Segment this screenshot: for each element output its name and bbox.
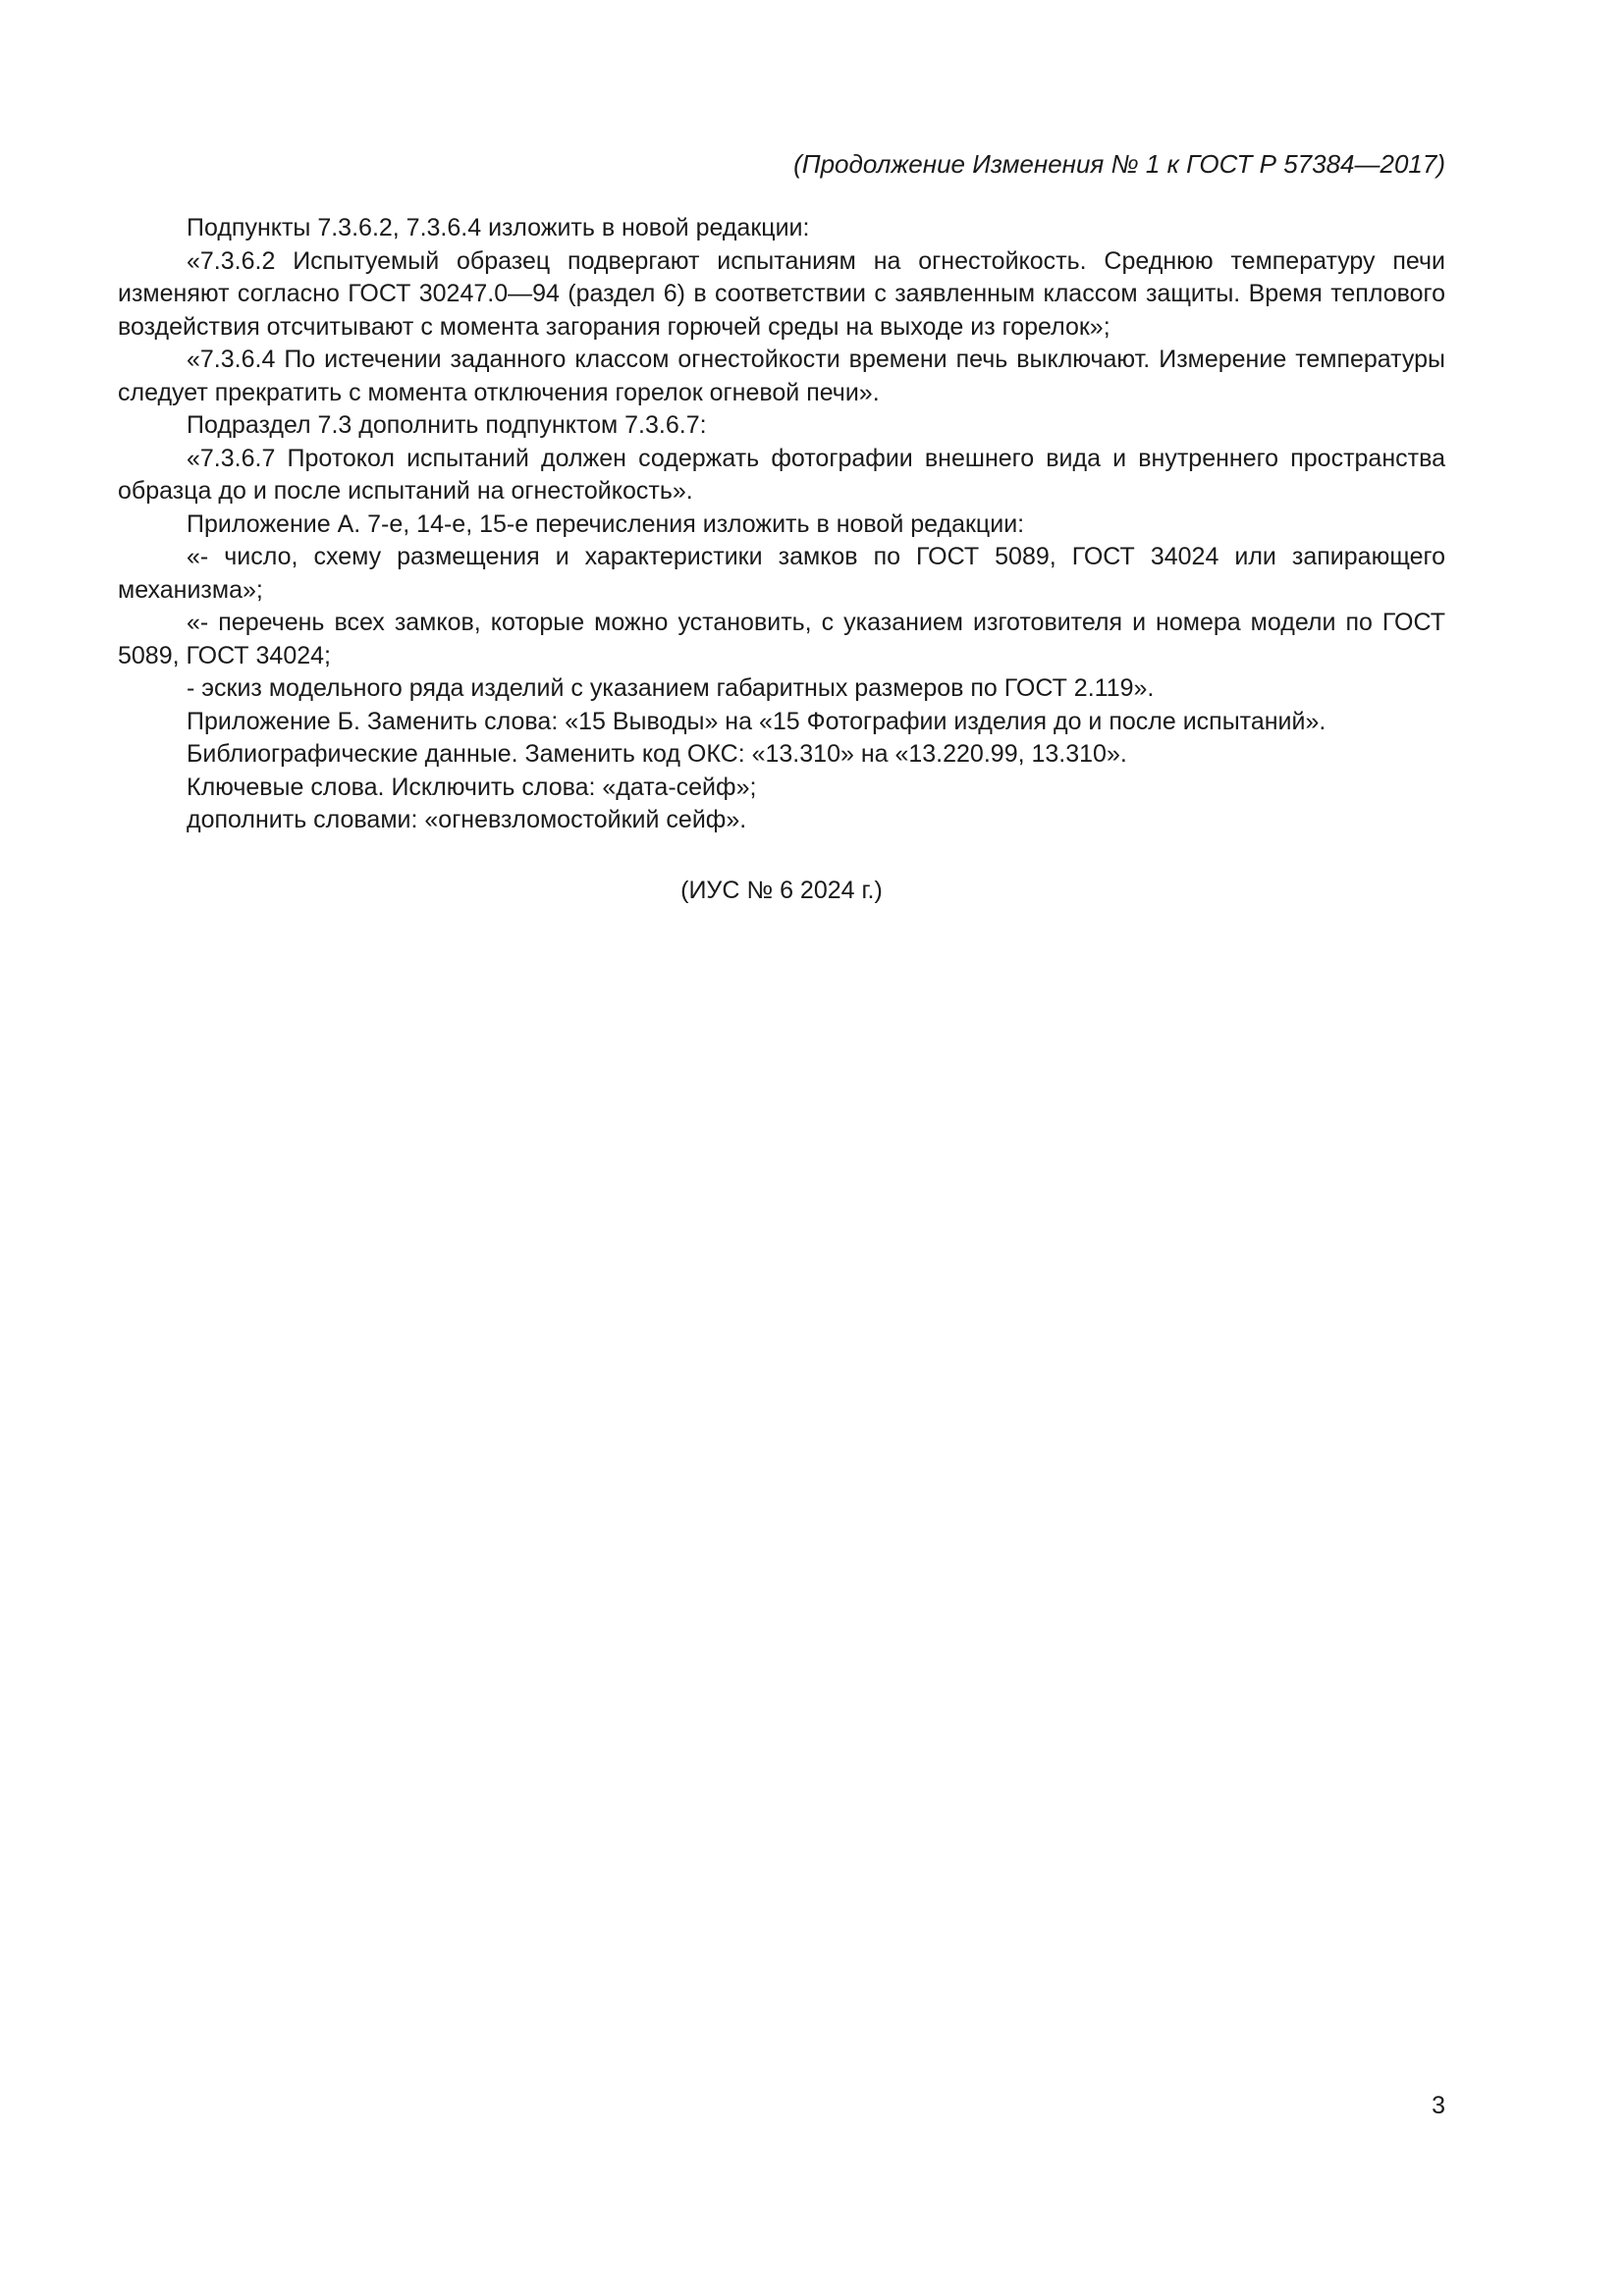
paragraph-2: «7.3.6.2 Испытуемый образец подвергают испытаниям на огнестойкость. Среднюю температуру печи изменяют согласно ГОСТ 30247.0—94 (раздел 6) в соответствии с заявленным классом защиты. Время теплового воздействия отсчитывают с момента загорания горючей среды на выходе из горелок»; (118, 246, 1445, 341)
paragraph-3: «7.3.6.4 По истечении заданного классом огнестойкости времени печь выключают. Измерение температуры следует прекратить с момента отключения горелок огневой печи». (118, 346, 1445, 406)
page-number: 3 (1432, 2092, 1445, 2119)
paragraph-1: Подпункты 7.3.6.2, 7.3.6.4 изложить в новой редакции: (187, 214, 810, 241)
publication-reference: (ИУС № 6 2024 г.) (680, 877, 883, 904)
paragraph-10: Приложение Б. Заменить слова: «15 Выводы» на «15 Фотографии изделия до и после испытаний». (187, 707, 1326, 735)
paragraph-6: Приложение А. 7-е, 14-е, 15-е перечисления изложить в новой редакции: (187, 509, 1025, 538)
paragraph-9: - эскиз модельного ряда изделий с указанием габаритных размеров по ГОСТ 2.119». (187, 674, 1155, 702)
paragraph-4: Подраздел 7.3 дополнить подпунктом 7.3.6.7: (187, 411, 707, 439)
paragraph-12: Ключевые слова. Исключить слова: «дата-сейф»; (187, 773, 757, 801)
paragraph-8: «- перечень всех замков, которые можно установить, с указанием изготовителя и номера модели по ГОСТ 5089, ГОСТ 34024; (118, 609, 1445, 669)
running-header: (Продолжение Изменения № 1 к ГОСТ Р 57384—2017) (793, 149, 1445, 179)
paragraph-11: Библиографические данные. Заменить код ОКС: «13.310» на «13.220.99, 13.310». (187, 740, 1127, 768)
paragraph-13: дополнить словами: «огневзломостойкий сейф». (187, 806, 747, 833)
paragraph-5: «7.3.6.7 Протокол испытаний должен содержать фотографии внешнего вида и внутреннего пространства образца до и после испытаний на огнестойкость». (118, 444, 1445, 505)
document-body (118, 212, 1445, 837)
paragraph-7: «- число, схему размещения и характеристики замков по ГОСТ 5089, ГОСТ 34024 или запирающего механизма»; (118, 543, 1445, 604)
